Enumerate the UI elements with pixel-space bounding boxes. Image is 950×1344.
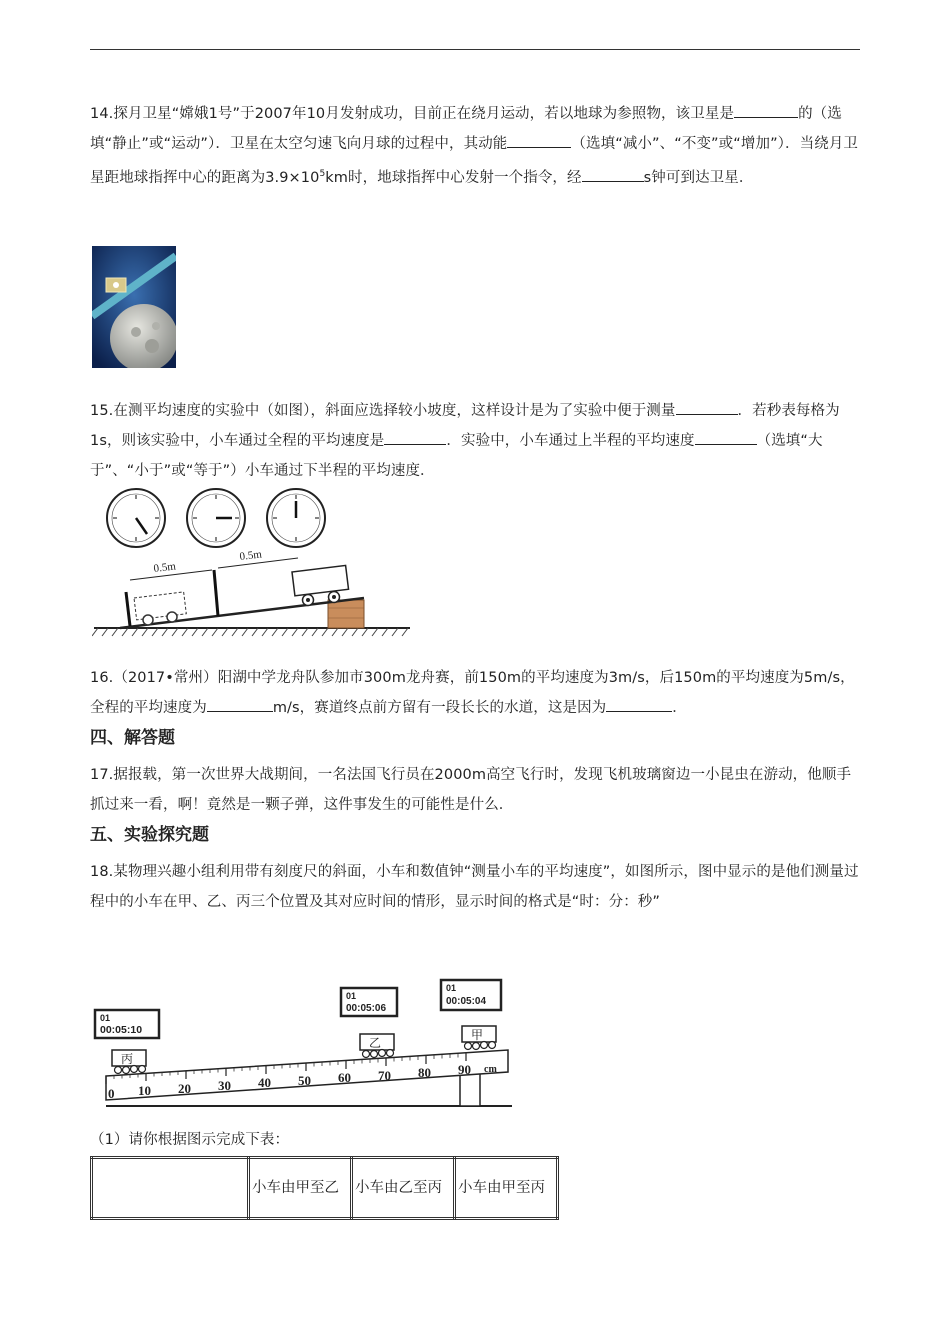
satellite-moon-image — [92, 246, 176, 368]
timer-jia — [441, 980, 501, 1010]
q16-blank-2 — [606, 697, 672, 712]
timer-jia-time: 00:05:04 — [446, 996, 487, 1007]
cart-bing-label: 丙 — [121, 1052, 134, 1066]
q15-text-1: 15.在测平均速度的实验中（如图），斜面应选择较小坡度，这样设计是为了实验中便于测量 — [90, 403, 676, 419]
q14-blank-3 — [582, 167, 644, 182]
timer-yi-top: 01 — [346, 991, 357, 1001]
question-14 — [90, 99, 860, 193]
q16-text-1: 16.（2017•常州）阳湖中学龙舟队参加市300m龙舟赛，前150m的平均速度为3m/s，后150m的平均速度为5m/s，全程的平均速度为 — [90, 670, 855, 716]
ruler-label-70: 70 — [378, 1068, 391, 1083]
answer-table — [90, 1156, 559, 1220]
timer-bing — [95, 1010, 159, 1038]
incline-stopwatch-figure — [92, 488, 414, 638]
question-16 — [90, 663, 860, 723]
table-header-cell-yi-bing: 小车由乙至丙 — [352, 1158, 455, 1219]
q15-text-4: （选填“大于”、“小于”或“等于”）小车通过下半程的平均速度． — [90, 433, 823, 479]
distance-label-1: 0.5m — [152, 560, 177, 575]
timer-bing-time: 00:05:10 — [100, 1024, 143, 1036]
q14-exponent: 5 — [319, 169, 326, 179]
cart-bing — [112, 1050, 146, 1074]
ruler-label-20: 20 — [178, 1081, 191, 1096]
stopwatch-1 — [107, 489, 165, 547]
ruler-unit: cm — [484, 1064, 497, 1075]
q14-blank-1-start — [734, 103, 742, 118]
ruler-label-60: 60 — [338, 1070, 351, 1085]
q16-text-2: m/s，赛道终点前方留有一段长长的水道，这是因为 — [272, 700, 607, 716]
distance-label-2: 0.5m — [238, 548, 263, 563]
question-15 — [90, 396, 860, 486]
page-top-rule — [90, 49, 860, 50]
incline-ruler-figure — [92, 976, 514, 1110]
q15-blank-2 — [384, 430, 446, 445]
table-header-cell-empty[interactable] — [92, 1158, 249, 1219]
timer-jia-top: 01 — [446, 983, 457, 993]
ruler-label-50: 50 — [298, 1073, 311, 1088]
ruler-label-80: 80 — [418, 1065, 431, 1080]
table-row — [92, 1158, 558, 1219]
ruler-label-30: 30 — [218, 1078, 231, 1093]
q16-text-3: ． — [672, 700, 687, 716]
q14-blank-2 — [507, 133, 571, 148]
stopwatch-2 — [187, 489, 245, 547]
stopwatch-3 — [267, 489, 325, 547]
cart-yi-label: 乙 — [369, 1036, 382, 1050]
q15-text-3: ．实验中，小车通过上半程的平均速度 — [446, 433, 695, 449]
ruler-label-90: 90 — [458, 1062, 471, 1077]
q14-blank-1 — [742, 103, 798, 118]
q15-blank-1 — [676, 400, 738, 415]
q14-text-1: 14.探月卫星“嫦娥1号”于2007年10月发射成功，目前正在绕月运动，若以地球为参照物，该卫星是 — [90, 106, 735, 122]
section-heading-5: 五、实验探究题 — [90, 825, 209, 845]
q15-text-2: ．若秒表每格为1s，则该实验中，小车通过全程的平均速度是 — [90, 403, 840, 449]
timer-bing-top: 01 — [100, 1013, 111, 1023]
timer-yi-time: 00:05:06 — [346, 1003, 387, 1014]
q15-blank-3 — [695, 430, 757, 445]
q14-text-2: 的（选填“静止”或“运动”）．卫星在太空匀速飞向月球的过程中，其动能 — [90, 106, 842, 152]
table-header-cell-jia-yi: 小车由甲至乙 — [249, 1158, 352, 1219]
q14-text-4: km时，地球指挥中心发射一个指令，经 — [325, 169, 582, 186]
cart-jia-label: 甲 — [471, 1028, 484, 1042]
cart-jia — [462, 1026, 496, 1050]
question-18-sub-1: （1）请你根据图示完成下表： — [90, 1132, 290, 1148]
ruler-label-0: 0 — [108, 1086, 115, 1101]
cart-yi — [360, 1034, 394, 1058]
ruler-label-40: 40 — [258, 1075, 271, 1090]
section-heading-4: 四、解答题 — [90, 728, 175, 748]
timer-yi — [341, 988, 397, 1016]
q16-blank-1 — [207, 697, 273, 712]
ruler-label-10: 10 — [138, 1083, 151, 1098]
q14-text-5: s钟可到达卫星． — [643, 169, 754, 186]
question-17: 17.据报载，第一次世界大战期间，一名法国飞行员在2000m高空飞行时，发现飞机玻璃窗边一小昆虫在游动，他顺手抓过来一看，啊！竟然是一颗子弹，这件事发生的可能性是什么． — [90, 767, 852, 813]
q14-text-3: （选填“减小”、“不变”或“增加”）．当绕月卫星距地球指挥中心的距离为3.9×10 — [90, 136, 859, 186]
question-18: 18.某物理兴趣小组利用带有刻度尺的斜面，小车和数值钟“测量小车的平均速度”，如图所示，图中显示的是他们测量过程中的小车在甲、乙、丙三个位置及其对应时间的情形，显示时间的格式是“时：分：秒” — [90, 864, 859, 910]
table-header-cell-jia-bing: 小车由甲至丙 — [455, 1158, 558, 1219]
